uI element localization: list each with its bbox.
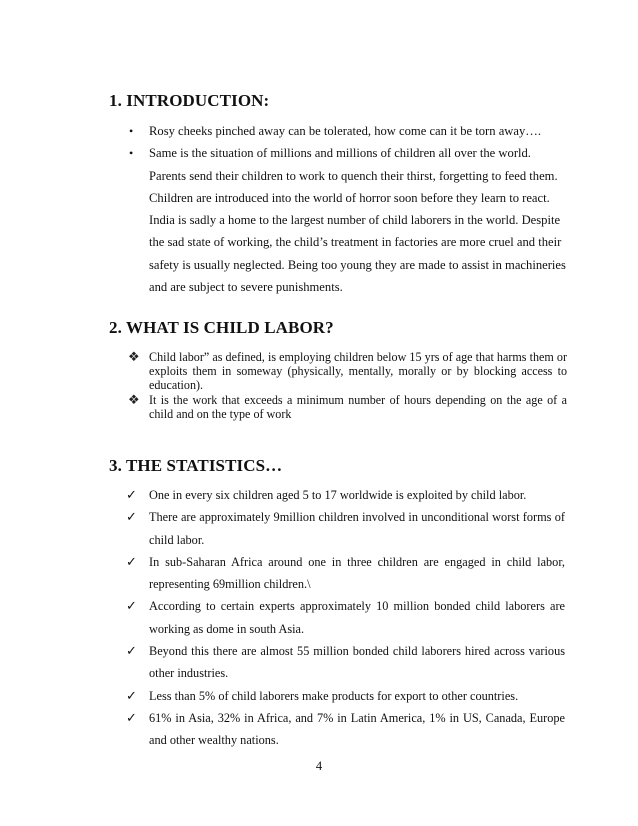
list-item-text: In sub-Saharan Africa around one in three children are engaged in child labor, representing 69million children.\ <box>149 554 565 592</box>
list-item <box>126 506 565 551</box>
section-heading-introduction: 1. INTRODUCTION: <box>109 91 270 110</box>
child-labor-definition-list <box>128 349 567 421</box>
list-item <box>128 391 567 421</box>
list-item-text: Same is the situation of millions and millions of children all over the world. Parents send their children to work to quench their thirst, forgetting to feed them. Children are introduced into the world of horror soon before they learn to react. India is sadly a home to the largest number of child laborers in the world. Despite the sad state of working, the child’s treatment in factories are more cruel and their safety is usually neglected. Being too young they are made to assist in machineries and are subject to severe punishments. <box>149 146 566 295</box>
list-item-text: Less than 5% of child laborers make products for export to other countries. <box>149 688 519 703</box>
section-heading-statistics: 3. THE STATISTICS… <box>109 456 283 475</box>
list-item <box>126 484 565 506</box>
list-item <box>126 551 565 596</box>
checkmark-icon: ✓ <box>126 709 137 725</box>
checkmark-icon: ✓ <box>126 643 137 659</box>
checkmark-icon: ✓ <box>126 598 137 614</box>
checkmark-icon: ✓ <box>126 553 137 569</box>
checkmark-icon: ✓ <box>126 487 137 502</box>
list-item-text: Beyond this there are almost 55 million bonded child laborers hired across various other industries. <box>149 644 565 681</box>
section-heading-what-is-child-labor: 2. WHAT IS CHILD LABOR? <box>109 318 334 337</box>
checkmark-icon: ✓ <box>126 687 137 703</box>
list-item <box>126 707 565 752</box>
list-item-text: One in every six children aged 5 to 17 worldwide is exploited by child labor. <box>149 488 527 502</box>
list-item-text: Rosy cheeks pinched away can be tolerated, how come can it be torn away…. <box>149 124 542 138</box>
list-item-text: 61% in Asia, 32% in Africa, and 7% in Latin America, 1% in US, Canada, Europe and other wealthy nations. <box>149 710 565 748</box>
statistics-check-list <box>126 484 565 752</box>
page-number: 4 <box>315 759 323 773</box>
diamond-bullet-icon: ❖ <box>128 391 140 407</box>
introduction-bullet-list <box>129 120 569 298</box>
list-item <box>126 685 565 707</box>
list-item-text: According to certain experts approximately 10 million bonded child laborers are working as dome in south Asia. <box>149 599 565 636</box>
checkmark-icon: ✓ <box>126 509 137 525</box>
list-item <box>129 142 569 298</box>
list-item-text: It is the work that exceeds a minimum number of hours depending on the age of a child and on the type of work <box>149 392 567 421</box>
bullet-dot-icon: • <box>129 124 134 138</box>
list-item <box>126 595 565 640</box>
list-item-text: Child labor” as defined, is employing children below 15 yrs of age that harms them or exploits them in someway (physically, mentally, morally or by blocking access to education). <box>149 350 567 393</box>
list-item <box>129 120 569 142</box>
list-item <box>128 349 567 393</box>
diamond-bullet-icon: ❖ <box>128 349 140 364</box>
bullet-dot-icon: • <box>129 146 134 161</box>
list-item <box>126 640 565 685</box>
list-item-text: There are approximately 9million children involved in unconditional worst forms of child labor. <box>149 510 565 547</box>
